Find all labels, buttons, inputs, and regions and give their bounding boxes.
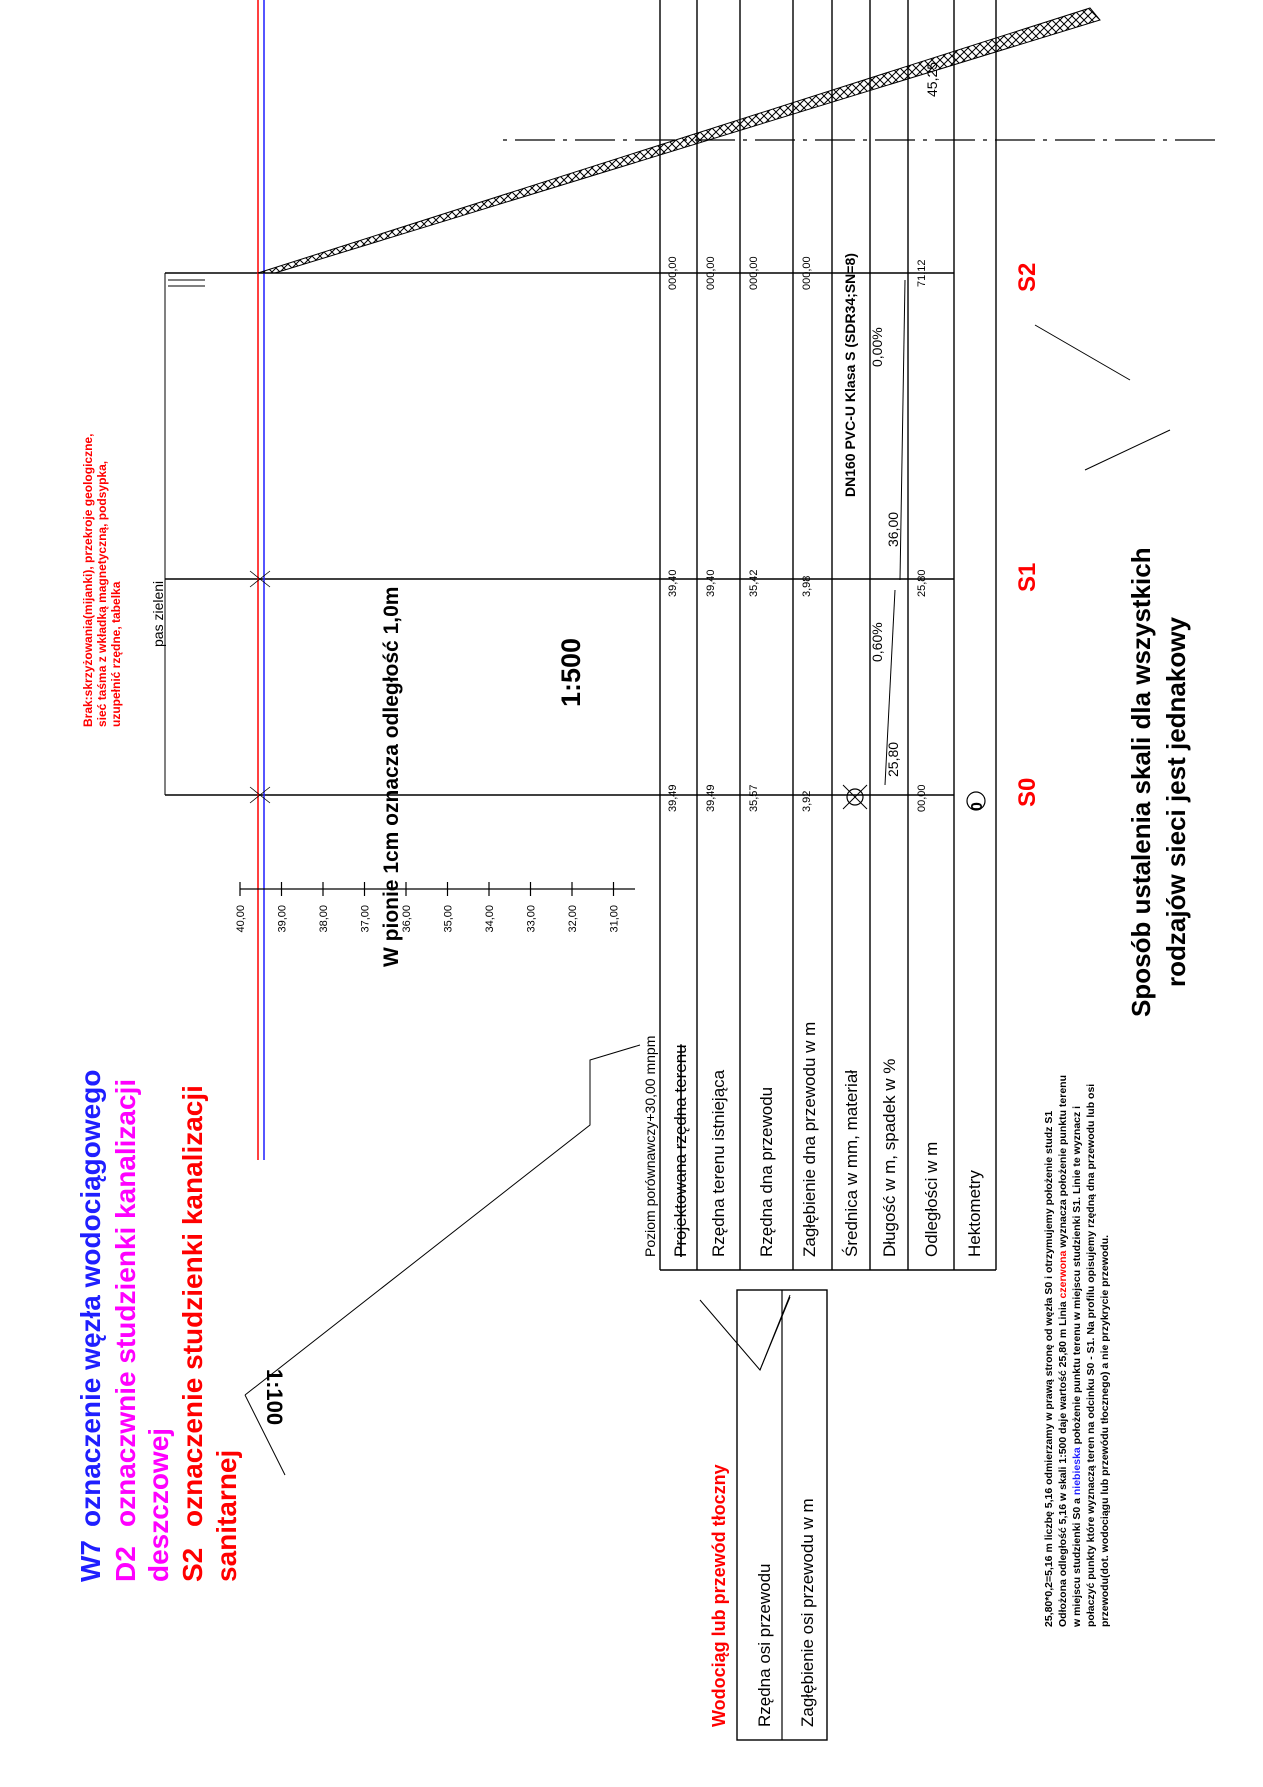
title-line2: rodzajów sieci jest jednakowy xyxy=(1161,617,1191,987)
label-s0: S0 xyxy=(1014,777,1041,807)
seg2-length: 36,00 xyxy=(885,511,901,547)
legend-d2-desc: oznaczwnie studzienki kanalizacji xyxy=(110,1078,141,1527)
elevation-axis xyxy=(235,882,635,933)
row-pipe-bottom: Rzędna dna przewodu xyxy=(757,1086,776,1257)
row-hectometers: Hektometry xyxy=(965,1170,984,1257)
legend-d2-code: D2 xyxy=(110,1546,141,1582)
row-projected: Projektowana rzędna terenu xyxy=(671,1044,690,1257)
missing-note-1: Brak:skrzyżowania(mijanki), przekroje geologiczne, xyxy=(81,433,95,727)
s2-terrain: 000,00 xyxy=(705,256,717,290)
note-line3: w miejscu studzienki S0 a niebieska położenie punktu terenu w miejscu studzienki S1. Linie te wyznacz i xyxy=(1071,1105,1083,1627)
s1-distance: 25,80 xyxy=(916,569,928,597)
note-line1: 25,80*0,2=5,16 m liczbę 5,16 odmierzamy w prawą stronę od węzła S0 i otrzymujemy położenie studz S1 xyxy=(1043,1110,1055,1627)
water-box-row2: Zagłębienie osi przewodu w m xyxy=(798,1498,817,1727)
s0-projected: 39,49 xyxy=(667,784,679,812)
axis-tick-label: 31,00 xyxy=(608,905,621,933)
seg1-slope: 0,60% xyxy=(869,622,885,662)
label-s2: S2 xyxy=(1014,262,1041,292)
s0-bottom: 35,57 xyxy=(748,784,760,812)
legend-s2-code: S2 xyxy=(177,1547,208,1582)
axis-tick-label: 39,00 xyxy=(276,905,289,933)
axis-tick-label: 35,00 xyxy=(442,905,455,933)
scale-1-500: 1:500 xyxy=(556,637,586,707)
pipe-spec: DN160 PVC-U Klasa S (SDR34;SN=8) xyxy=(842,253,858,497)
axis-tick-label: 32,00 xyxy=(567,905,579,933)
row-length: Długość w m, spadek w % xyxy=(880,1058,899,1257)
label-s1: S1 xyxy=(1014,562,1041,592)
legend-w7-desc: oznaczenie węzła wodociągowego xyxy=(75,1069,106,1527)
s1-depth: 3,98 xyxy=(801,575,813,597)
axis-tick-label: 38,00 xyxy=(318,905,330,933)
water-box-row1: Rzędna osi przewodu xyxy=(755,1563,774,1727)
missing-note-3: uzupełnić rzędne, tabelka xyxy=(109,581,123,727)
legend-d2-desc2: deszczowej xyxy=(143,1427,174,1582)
s2-bottom: 000,00 xyxy=(748,256,760,290)
hectometer-zero: 0 xyxy=(969,802,986,811)
legend-w7-code: W7 xyxy=(75,1540,106,1582)
water-box-title: Wodociąg lub przewód tłoczny xyxy=(709,1464,729,1727)
pas-zieleni: pas zieleni xyxy=(150,580,166,647)
axis-tick-label: 36,00 xyxy=(401,905,413,933)
note-line5: przewodu(dot. wodociągu lub przewódu tłocznego) a nie przykrycie przewodu. xyxy=(1099,1234,1111,1627)
s0-depth: 3,92 xyxy=(801,790,813,812)
title-line1: Sposób ustalenia skali dla wszystkich xyxy=(1126,547,1156,1017)
scale-1-100: 1:100 xyxy=(262,1368,287,1426)
vertical-scale-note: W pionie 1cm oznacza odległość 1,0m xyxy=(380,586,403,967)
cross-markers xyxy=(250,571,270,803)
s0-terrain: 39,49 xyxy=(705,784,717,812)
missing-note-2: sieć taśma z wkładką magnetyczną, podsypka, xyxy=(95,460,109,727)
row-distances: Odległości w m xyxy=(922,1141,941,1257)
axis-tick-label: 33,00 xyxy=(525,905,538,933)
station-lines xyxy=(165,273,954,795)
axis-tick-label: 34,00 xyxy=(484,905,496,933)
seg2-slope: 0,00% xyxy=(869,327,885,367)
note-line2: Odłożona odległość 5,16 w skali 1:500 daje wartość 25,80 m Linia czerwona wyznacza położenie punktu terenu xyxy=(1057,1074,1069,1627)
s2-distance: 71,12 xyxy=(916,259,928,287)
s2-projected: 000,00 xyxy=(667,256,679,290)
row-diameter: Średnica w mm, materiał xyxy=(842,1069,861,1257)
seg1-length: 25,80 xyxy=(885,741,901,777)
legend-s2-desc2: sanitarnej xyxy=(211,1449,242,1582)
axis-tick-label: 40,00 xyxy=(235,905,247,933)
s1-bottom: 35,42 xyxy=(748,569,760,597)
row-terrain: Rzędna terenu istniejąca xyxy=(709,1069,728,1257)
reference-level: Poziom porównawczy+30,00 mnpm xyxy=(642,1035,658,1257)
legend-s2-desc: oznaczenie studzienki kanalizacji xyxy=(177,1085,208,1527)
axis-tick-label: 37,00 xyxy=(359,905,372,933)
row-depth: Zagłębienie dna przewodu w m xyxy=(800,1021,819,1257)
s2-depth: 000,00 xyxy=(801,256,813,290)
note-line4: połaczyć punkty które wyznaczą teren na odcinku S0 - S1. Na profilu opisujemy rzędną dna przewodu lub osi xyxy=(1085,1083,1097,1627)
s1-projected: 39,40 xyxy=(667,569,679,597)
end-distance: 45,25 xyxy=(924,61,940,97)
s0-distance: 00,00 xyxy=(916,784,928,812)
s1-terrain: 39,40 xyxy=(705,569,717,597)
